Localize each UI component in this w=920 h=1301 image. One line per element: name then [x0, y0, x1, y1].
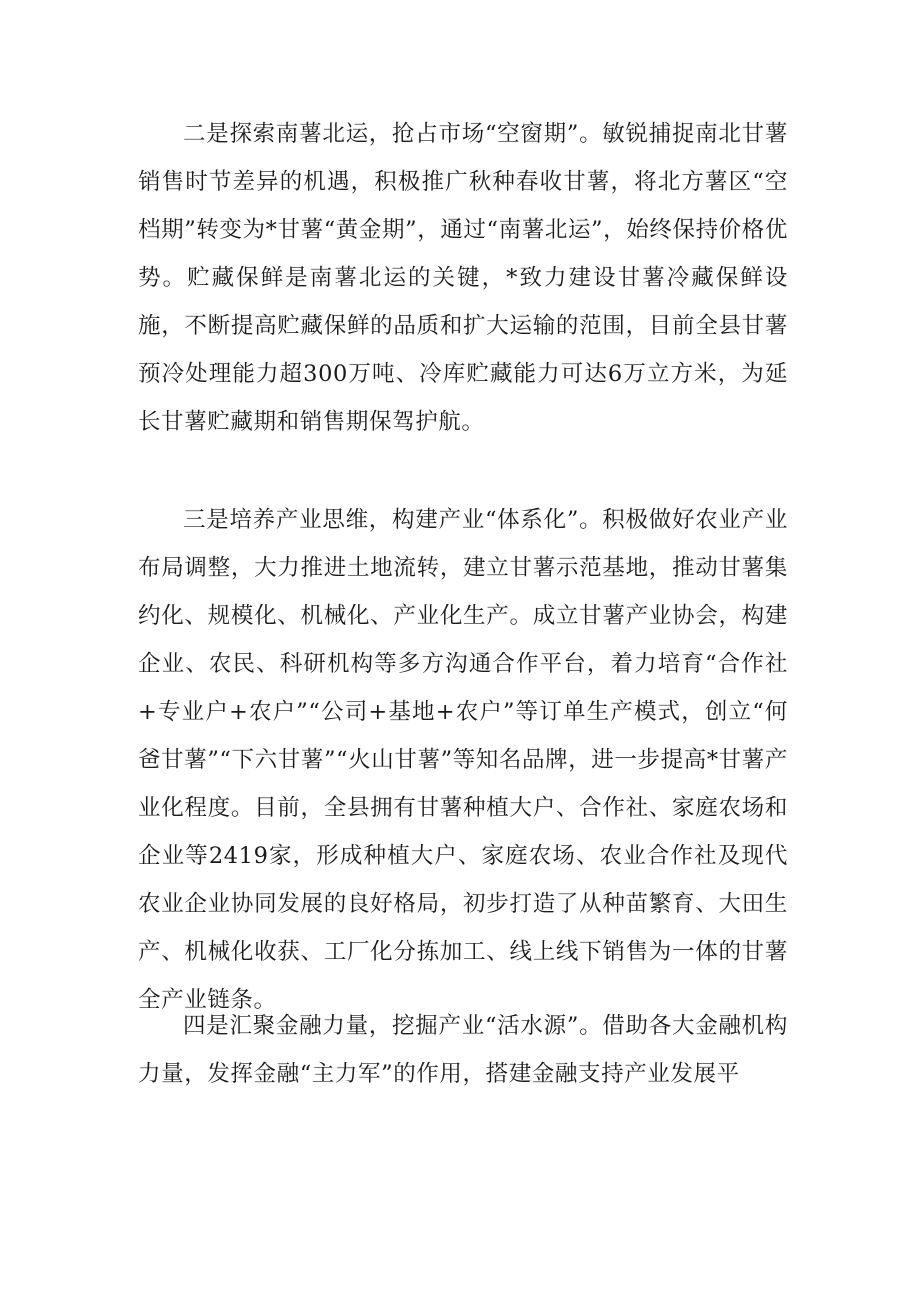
paragraph-financial-support: 四是汇聚金融力量，挖掘产业“活水源”。借助各大金融机构力量，发挥金融“主力军”的作用，搭建金融支持产业发展平 [138, 1013, 788, 1087]
paragraph-industry-system: 三是培养产业思维，构建产业“体系化”。积极做好农业产业布局调整，大力推进土地流转，建立甘薯示范基地，推动甘薯集约化、规模化、机械化、产业化生产。成立甘薯产业协会，构建企业、农民、科研机构等多方沟通合作平台，着力培育“合作社+专业户+农户”“公司+基地+农户”等订单生产模式，创立“何爸甘薯”“下六甘薯”“火山甘薯”等知名品牌，进一步提高*甘薯产业化程度。目前，全县拥有甘薯种植大户、合作社、家庭农场和企业等2419家，形成种植大户、家庭农场、农业合作社及现代农业企业协同发展的良好格局，初步打造了从种苗繁育、大田生产、机械化收获、工厂化分拣加工、线上线下销售为一体的甘薯全产业链条。 [138, 507, 788, 1013]
paragraph-southern-sweet-potato-north-transport: 二是探索南薯北运，抢占市场“空窗期”。敏锐捕捉南北甘薯销售时节差异的机遇，积极推广秋种春收甘薯，将北方薯区“空档期”转变为*甘薯“黄金期”，通过“南薯北运”，始终保持价格优势。贮藏保鲜是南薯北运的关键，*致力建设甘薯冷藏保鲜设施，不断提高贮藏保鲜的品质和扩大运输的范围，目前全县甘薯预冷处理能力超300万吨、冷库贮藏能力可达6万立方米，为延长甘薯贮藏期和销售期保驾护航。 [138, 121, 788, 435]
